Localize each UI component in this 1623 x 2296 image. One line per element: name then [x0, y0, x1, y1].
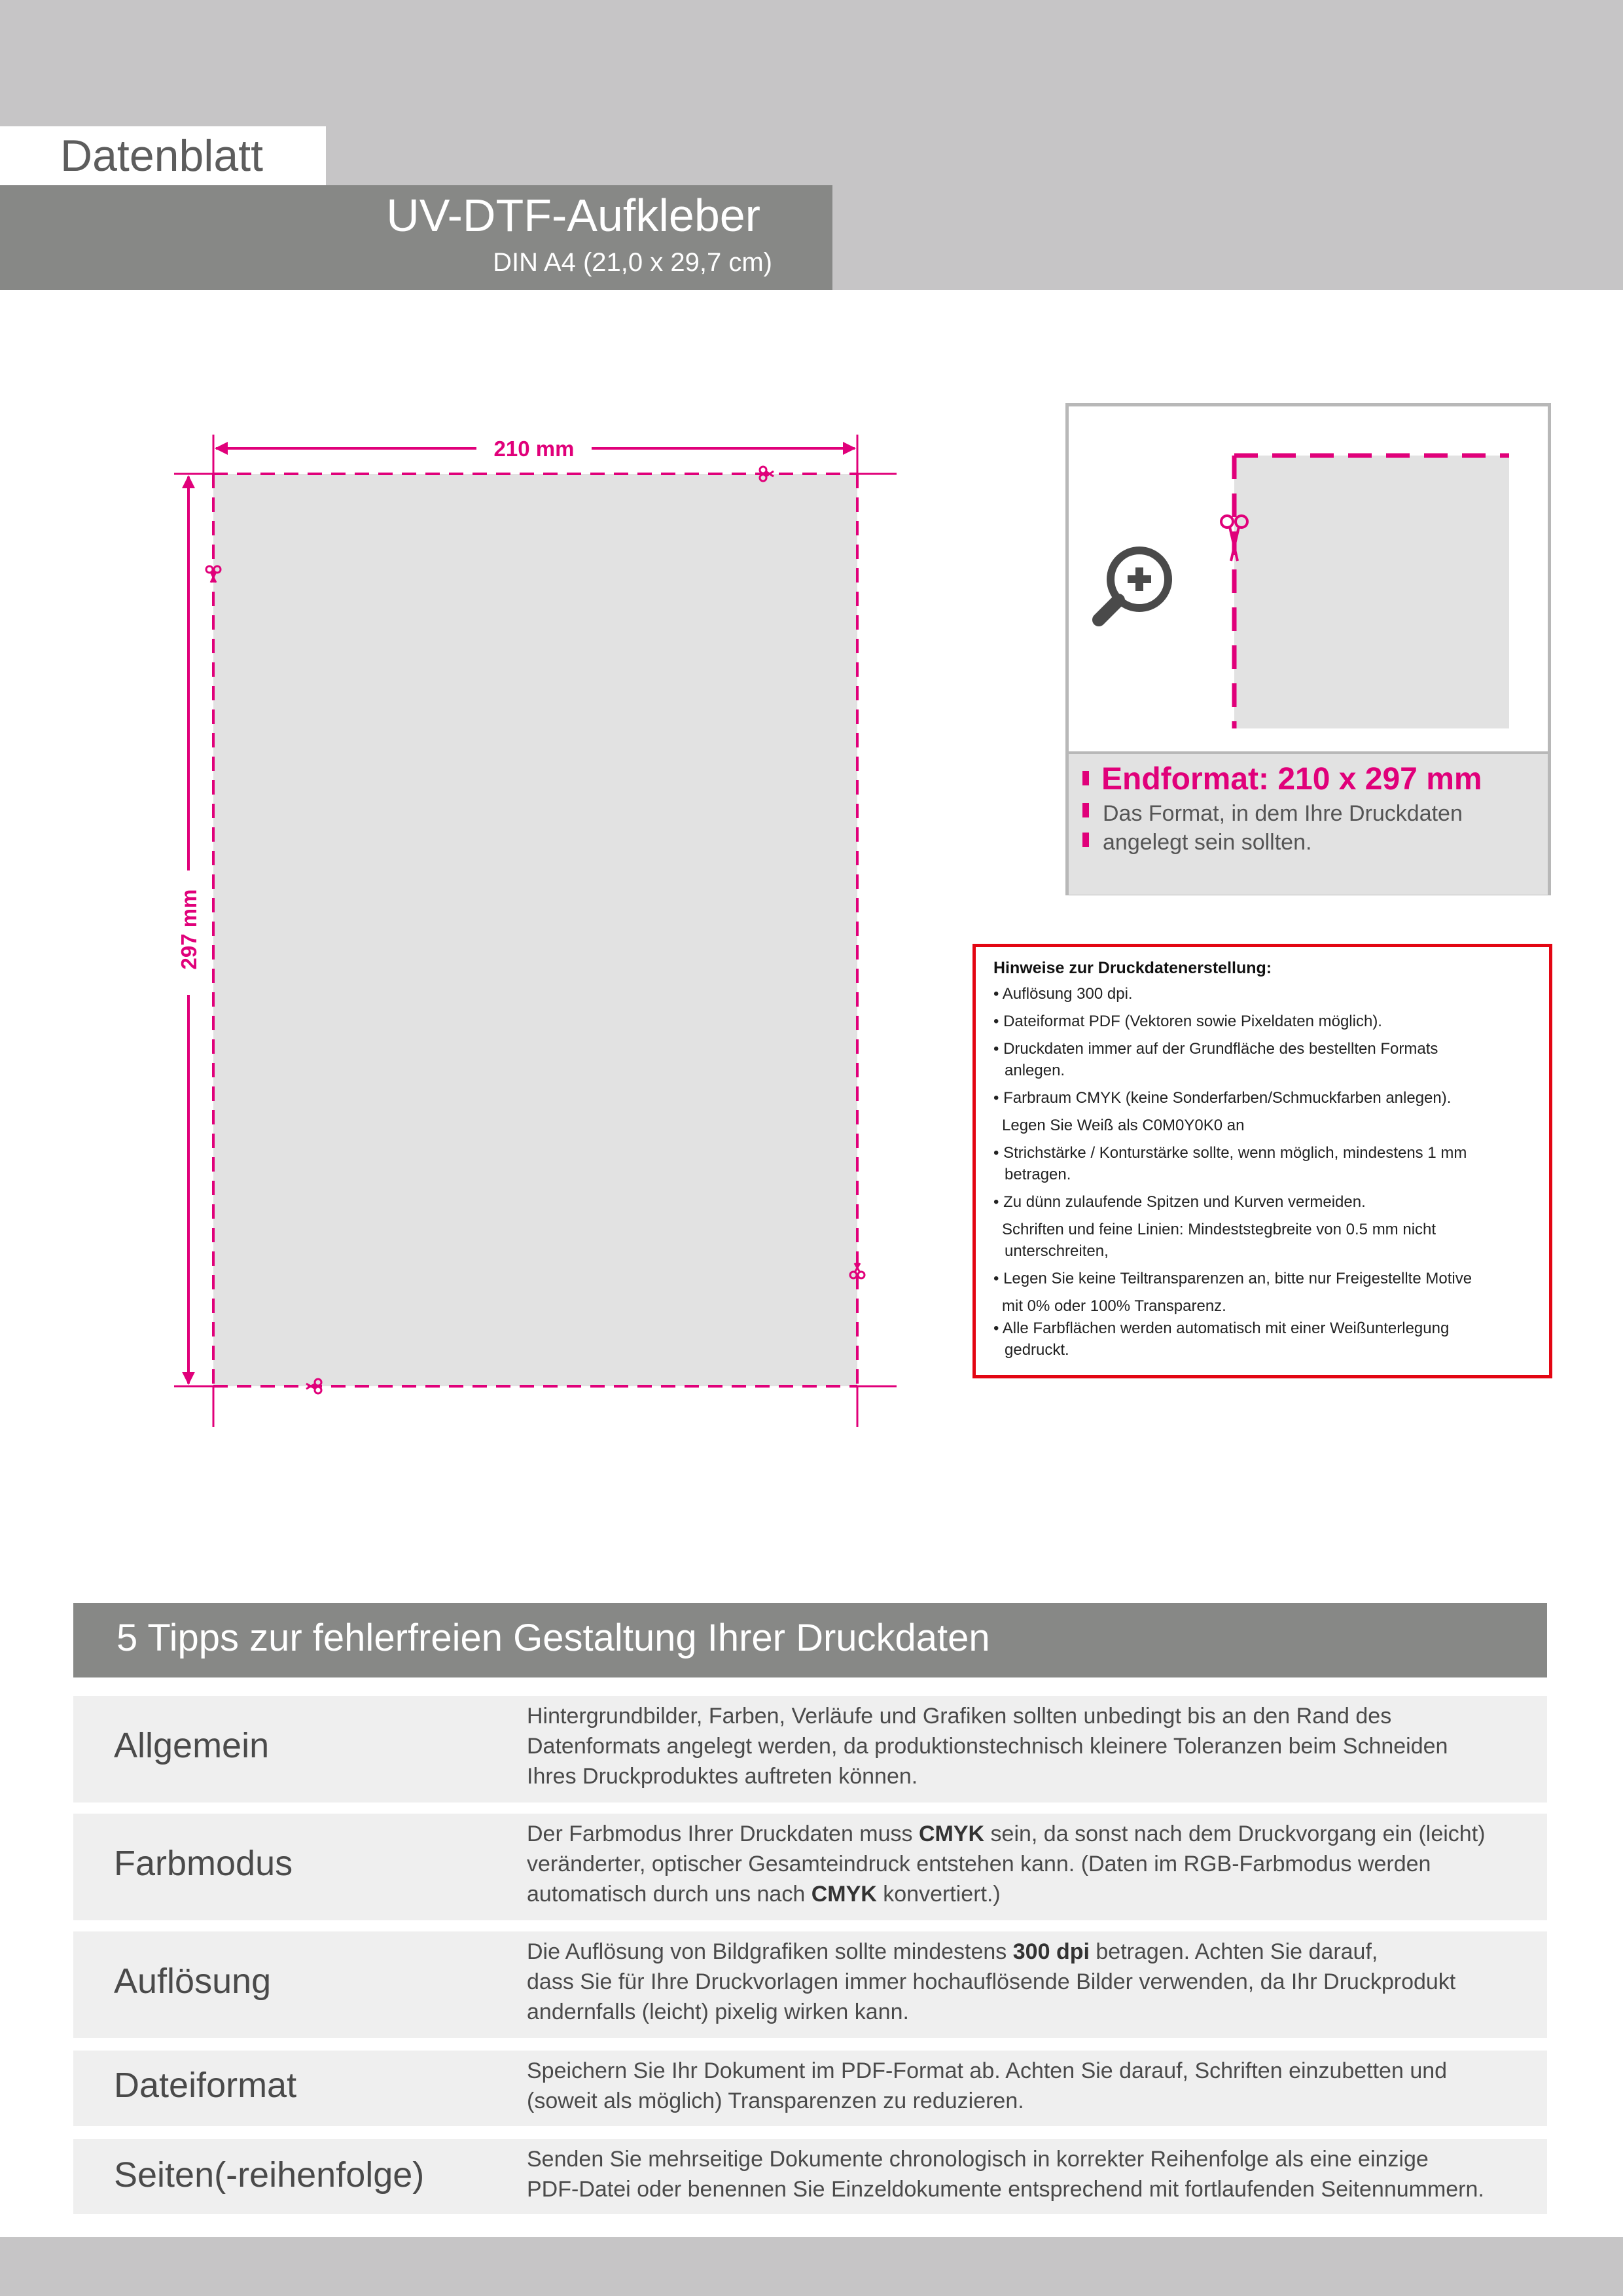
hint-line: unterschreiten,	[1005, 1242, 1109, 1260]
tip-row-allgemein	[73, 1696, 1547, 1803]
endformat-title: Endformat: 210 x 297 mm	[1101, 762, 1482, 797]
tip-text-line: Senden Sie mehrseitige Dokumente chronologisch in korrekter Reihenfolge als eine einzige	[527, 2147, 1429, 2172]
tip-text-line: Der Farbmodus Ihrer Druckdaten muss CMYK sein, da sonst nach dem Druckvorgang ein (leicht)	[527, 1821, 1486, 1846]
tip-row-aufloesung	[73, 1931, 1547, 2038]
tip-row-dateiformat	[73, 2051, 1547, 2126]
tip-text-line: andernfalls (leicht) pixelig wirken kann.	[527, 2000, 909, 2024]
hint-line: • Dateiformat PDF (Vektoren sowie Pixeldaten möglich).	[993, 1013, 1382, 1030]
print-hints-box	[972, 944, 1552, 1378]
tip-text-line: dass Sie für Ihre Druckvorlagen immer hochauflösende Bilder verwenden, da Ihr Druckprodukt	[527, 1969, 1456, 1994]
product-size: DIN A4 (21,0 x 29,7 cm)	[493, 248, 772, 277]
document-type-text: Datenblatt	[60, 131, 263, 181]
tip-title: Auflösung	[114, 1962, 272, 2001]
pink-marker	[1082, 803, 1089, 817]
zoom-sheet-corner	[1234, 456, 1509, 728]
product-title: UV-DTF-Aufkleber	[386, 190, 760, 241]
hint-line: Legen Sie Weiß als C0M0Y0K0 an	[1002, 1117, 1245, 1134]
tip-text-line: (soweit als möglich) Transparenzen zu reduzieren.	[527, 2089, 1024, 2113]
hint-line: • Druckdaten immer auf der Grundfläche des bestellten Formats	[993, 1040, 1438, 1058]
tip-title: Seiten(-reihenfolge)	[114, 2155, 425, 2195]
tip-text-line: Datenformats angelegt werden, da produktionstechnisch kleinere Toleranzen beim Schneiden	[527, 1734, 1448, 1759]
tip-text-line: Hintergrundbilder, Farben, Verläufe und Grafiken sollten unbedingt bis an den Rand des	[527, 1704, 1392, 1729]
tips-heading: 5 Tipps zur fehlerfreien Gestaltung Ihrer Druckdaten	[116, 1617, 990, 1659]
width-label: 210 mm	[493, 437, 575, 461]
tip-text-line: PDF-Datei oder benennen Sie Einzeldokumente entsprechend mit fortlaufenden Seitennummern.	[527, 2177, 1484, 2202]
sheet-area	[213, 474, 857, 1386]
hint-line: gedruckt.	[1005, 1341, 1069, 1359]
tip-title: Dateiformat	[114, 2066, 297, 2105]
hint-line: mit 0% oder 100% Transparenz.	[1002, 1297, 1226, 1315]
tip-text-line: Die Auflösung von Bildgrafiken sollte mindestens 300 dpi betragen. Achten Sie darauf,	[527, 1939, 1378, 1964]
hint-line: • Auflösung 300 dpi.	[993, 985, 1133, 1003]
tip-title: Allgemein	[114, 1726, 270, 1765]
endformat-description: angelegt sein sollten.	[1103, 830, 1312, 855]
tip-text-line: Speichern Sie Ihr Dokument im PDF-Format ab. Achten Sie darauf, Schriften einzubetten und	[527, 2058, 1448, 2083]
tips-heading-bar	[73, 1603, 1547, 1677]
hint-line: Schriften und feine Linien: Mindeststegbreite von 0.5 mm nicht	[1002, 1221, 1436, 1238]
endformat-description: Das Format, in dem Ihre Druckdaten	[1103, 801, 1463, 826]
hint-line: betragen.	[1005, 1166, 1071, 1183]
height-label: 297 mm	[177, 889, 201, 970]
hint-line: • Strichstärke / Konturstärke sollte, wenn möglich, mindestens 1 mm	[993, 1144, 1467, 1162]
tip-title: Farbmodus	[114, 1844, 293, 1883]
tip-row-farbmodus	[73, 1814, 1547, 1920]
hints-title: Hinweise zur Druckdatenerstellung:	[993, 959, 1272, 977]
tip-text-line: Ihres Druckproduktes auftreten können.	[527, 1764, 918, 1789]
pink-marker	[1082, 833, 1089, 847]
pink-marker	[1082, 771, 1089, 785]
tip-text-line: automatisch durch uns nach CMYK konvertiert.)	[527, 1882, 1001, 1907]
hint-line: • Farbraum CMYK (keine Sonderfarben/Schmuckfarben anlegen).	[993, 1089, 1452, 1107]
hint-line: • Zu dünn zulaufende Spitzen und Kurven vermeiden.	[993, 1193, 1366, 1211]
zoom-in-icon	[1099, 550, 1168, 620]
hint-line: • Legen Sie keine Teiltransparenzen an, bitte nur Freigestellte Motive	[993, 1270, 1472, 1287]
hint-line: anlegen.	[1005, 1062, 1065, 1079]
zoom-detail-graphic	[1069, 406, 1548, 751]
footer-band	[0, 2237, 1623, 2296]
tip-row-seitenreihenfolge	[73, 2139, 1547, 2214]
tip-text-line: veränderter, optischer Gesamteindruck entstehen kann. (Daten im RGB-Farbmodus werden	[527, 1852, 1431, 1876]
hint-line: • Alle Farbflächen werden automatisch mit einer Weißunterlegung	[993, 1319, 1450, 1337]
